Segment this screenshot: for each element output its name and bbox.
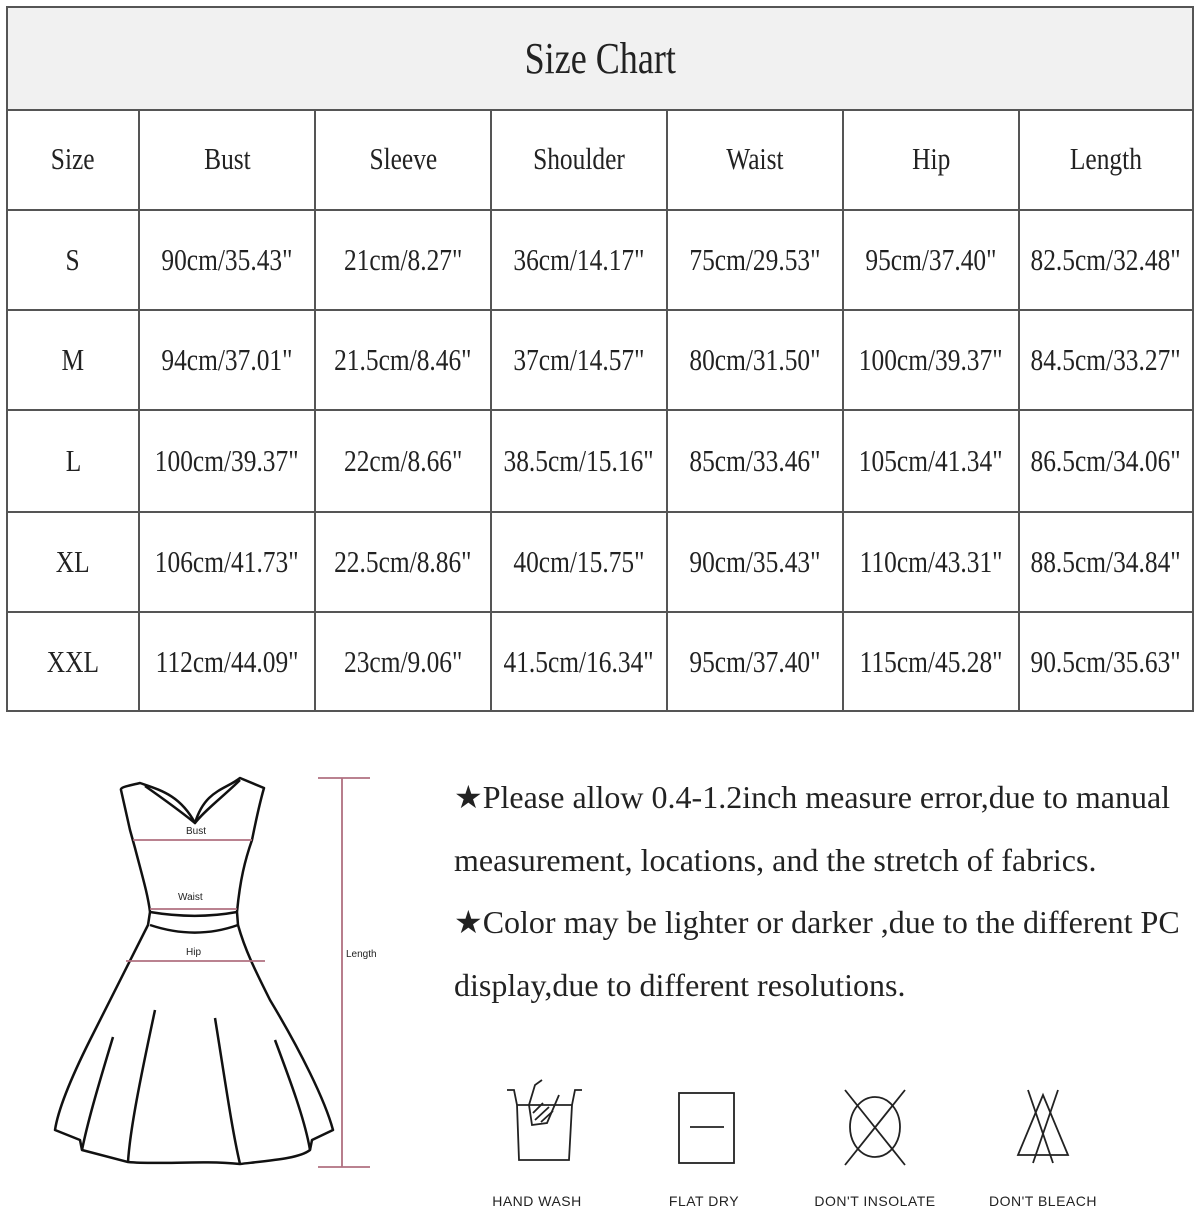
care-label: DON'T INSOLATE [814,1193,936,1209]
cell-text: 40cm/15.75" [513,544,645,579]
care-label: DON'T BLEACH [989,1193,1097,1209]
note-color: ★Color may be lighter or darker ,due to the different PC display,due to different resolutions. [454,904,1180,1003]
length-label: Length [346,949,377,960]
table-cell [140,311,316,409]
table-cell [844,211,1020,309]
hand-wash-icon [487,1075,587,1175]
cell-text: Hip [911,141,951,176]
table-cell [8,311,140,409]
cell-text: Shoulder [533,141,625,176]
column-header [316,109,492,209]
cell-text: 85cm/33.46" [689,443,821,478]
cell-text: 100cm/39.37" [859,342,1003,377]
cell-text: 21cm/8.27" [343,242,463,277]
cell-text: M [61,342,85,377]
table-cell [140,411,316,511]
cell-text: 22cm/8.66" [343,443,463,478]
cell-text: Bust [203,141,251,176]
table-cell [1020,411,1192,511]
table-cell [492,613,668,710]
cell-text: 95cm/37.40" [689,643,821,679]
cell-text: 22.5cm/8.86" [334,544,472,579]
cell-text: 88.5cm/34.84" [1030,544,1182,579]
care-dont-bleach [968,1075,1118,1209]
cell-text: 82.5cm/32.48" [1030,242,1182,277]
table-cell [316,411,492,511]
cell-text: 37cm/14.57" [513,342,645,377]
dont-bleach-icon [993,1075,1093,1175]
cell-text: 94cm/37.01" [161,342,293,377]
cell-text: 112cm/44.09" [155,643,299,679]
column-header [1020,109,1192,209]
care-label: FLAT DRY [668,1193,740,1209]
table-row [8,411,1192,513]
table-cell [1020,311,1192,409]
table-cell [1020,211,1192,309]
care-hand-wash [462,1075,612,1209]
cell-text: 105cm/41.34" [859,443,1003,478]
cell-text: Length [1069,141,1143,176]
table-row [8,613,1192,710]
column-header [668,109,844,209]
cell-text: 80cm/31.50" [689,342,821,377]
table-cell [1020,613,1192,710]
cell-text: 100cm/39.37" [155,443,299,478]
table-cell [668,513,844,611]
table-cell [140,211,316,309]
table-cell [1020,513,1192,611]
cell-text: 86.5cm/34.06" [1030,443,1182,478]
table-cell [844,513,1020,611]
cell-text: 41.5cm/16.34" [503,643,655,679]
table-cell [140,513,316,611]
flat-dry-icon [654,1075,754,1175]
table-cell [492,513,668,611]
cell-text: L [65,443,81,478]
cell-text: Waist [726,141,784,176]
care-label: HAND WASH [492,1193,582,1209]
cell-text: S [65,242,81,277]
cell-text: Sleeve [369,141,437,176]
cell-text: 36cm/14.17" [513,242,645,277]
cell-text: 106cm/41.73" [155,544,299,579]
table-cell [668,211,844,309]
cell-text: 90cm/35.43" [689,544,821,579]
hip-label: Hip [186,947,202,958]
cell-text: 21.5cm/8.46" [334,342,472,377]
table-cell [8,513,140,611]
table-cell [844,613,1020,710]
title-text: Size Chart [524,34,676,83]
table-cell [140,613,316,710]
cell-text: 75cm/29.53" [689,242,821,277]
table-cell [316,311,492,409]
cell-text: XL [56,544,90,579]
table-cell [8,411,140,511]
cell-text: 90cm/35.43" [161,242,293,277]
table-cell [492,211,668,309]
table-cell [316,513,492,611]
dress-diagram [0,760,420,1200]
table-cell [8,211,140,309]
table-cell [844,411,1020,511]
size-chart-table [6,6,1194,712]
cell-text: XXL [46,643,100,679]
table-cell [492,311,668,409]
cell-text: 90.5cm/35.63" [1030,643,1182,679]
notes [454,766,1194,1016]
column-header [844,109,1020,209]
column-header [140,109,316,209]
table-cell [668,411,844,511]
cell-text: 110cm/43.31" [859,544,1003,579]
table-cell [492,411,668,511]
cell-text: 115cm/45.28" [859,643,1003,679]
table-row [8,211,1192,311]
header-row [8,109,1192,211]
cell-text: Size [51,141,95,176]
table-cell [668,613,844,710]
table-row [8,513,1192,613]
cell-text: 84.5cm/33.27" [1030,342,1182,377]
cell-text: 23cm/9.06" [343,643,463,679]
waist-label: Waist [178,892,203,903]
column-header [492,109,668,209]
column-header [8,109,140,209]
table-cell [8,613,140,710]
table-cell [316,613,492,710]
size-chart-title [8,8,1192,111]
cell-text: 95cm/37.40" [865,242,997,277]
care-dont-insolate [800,1075,950,1209]
note-measure-error: ★Please allow 0.4-1.2inch measure error,due to manual measurement, locations, and the stretch of fabrics. [454,779,1171,878]
dont-insolate-icon [825,1075,925,1175]
cell-text: 38.5cm/15.16" [503,443,655,478]
table-cell [668,311,844,409]
care-flat-dry [629,1075,779,1209]
table-cell [316,211,492,309]
bust-label: Bust [186,826,207,837]
table-cell [844,311,1020,409]
table-row [8,311,1192,411]
